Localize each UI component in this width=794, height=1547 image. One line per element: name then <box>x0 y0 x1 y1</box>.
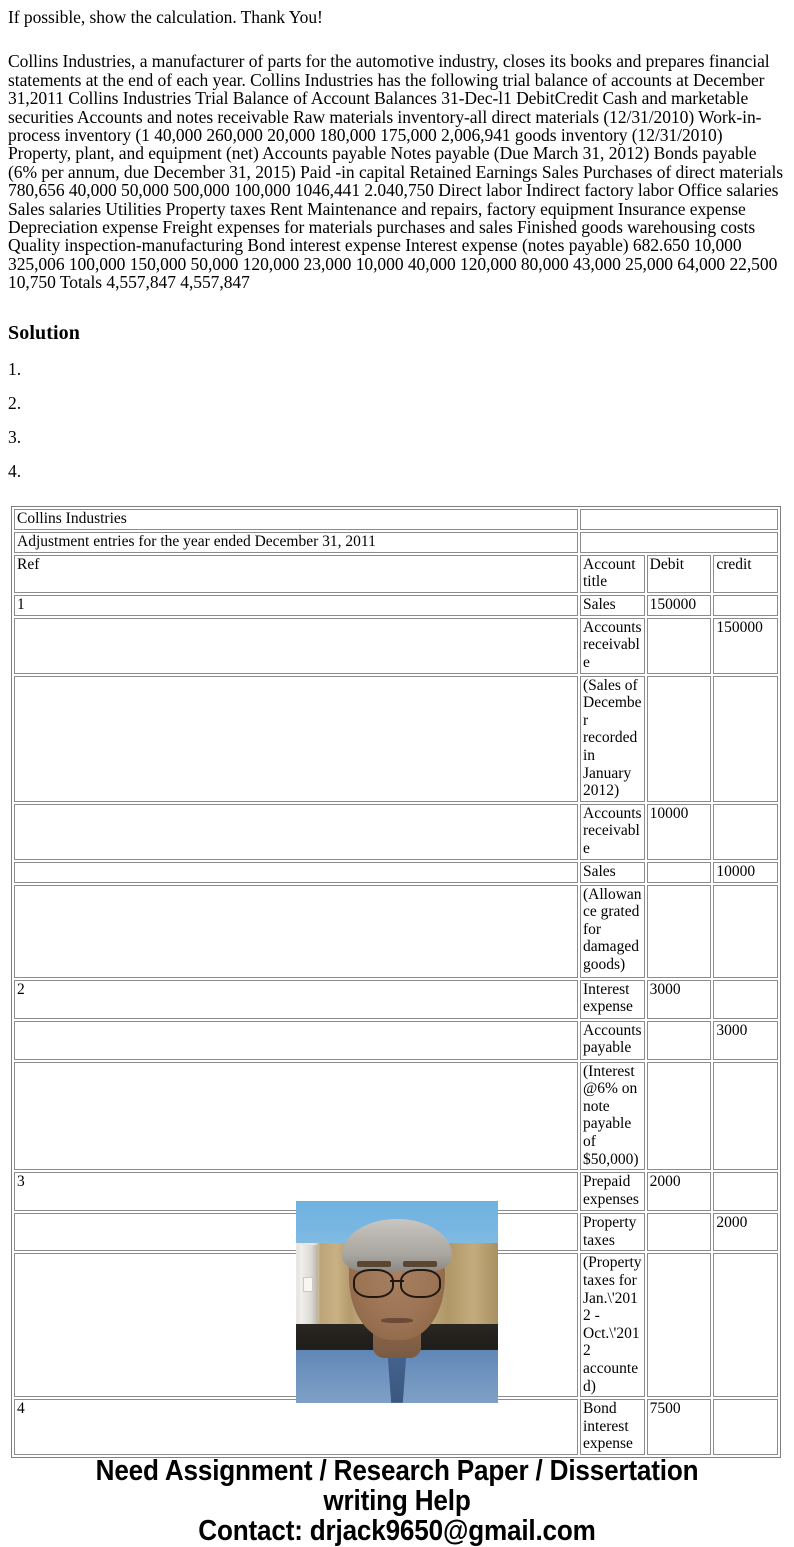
table-subtitle-cell: Adjustment entries for the year ended December 31, 2011 <box>14 532 578 553</box>
cell-debit: 150000 <box>647 595 712 616</box>
intro-line: If possible, show the calculation. Thank You! <box>8 7 323 27</box>
cell-debit: 3000 <box>647 980 712 1019</box>
cell-debit <box>647 1213 712 1251</box>
promo-footer <box>40 1456 755 1546</box>
cell-account: Accounts receivable <box>580 618 645 674</box>
cell-credit <box>713 885 778 978</box>
avatar <box>296 1201 498 1403</box>
table-row <box>14 1062 778 1171</box>
cell-credit: 10000 <box>713 862 778 883</box>
table-row <box>14 1021 778 1060</box>
list-item <box>8 394 794 428</box>
empty-span-cell <box>580 532 778 553</box>
glasses-icon <box>353 1269 442 1293</box>
column-header-ref: Ref <box>14 555 578 593</box>
cell-account: Sales <box>580 862 645 883</box>
cell-ref <box>14 676 578 802</box>
solution-steps-list <box>0 360 794 496</box>
column-header-account: Account title <box>580 555 645 593</box>
cell-account: Bond interest expense <box>580 1399 645 1455</box>
cell-account: (Interest @6% on note payable of $50,000) <box>580 1062 645 1171</box>
journal-entries-table-container <box>11 506 781 1453</box>
table-row-subtitle <box>14 532 778 553</box>
cell-credit <box>713 1172 778 1211</box>
problem-statement: Collins Industries, a manufacturer of parts for the automotive industry, closes its books and prepares financial statements at the end of each year. Collins Industries has the following trial balance of accounts at December 31,2011 Collins Industries Trial Balance of Account Balances 31-Dec-l1 DebitCredit Cash and marketable securities Accounts and notes receivable Raw materials inventory-all direct materials (12/31/2010) Work-in-process inventory (1 40,000 260,000 20,000 180,000 175,000 2,006,941 goods inventory (12/31/2010) Property, plant, and equipment (net) Accounts payable Notes payable (Due March 31, 2012) Bonds payable (6% per annum, due December 31, 2015) Paid -in capital Retained Earnings Sales Purchases of direct materials 780,656 40,000 50,000 500,000 100,000 1046,441 2.040,750 Direct labor Indirect factory labor Office salaries Sales salaries Utilities Property taxes Rent Maintenance and repairs, factory equipment Insurance expense Depreciation expense Freight expenses for materials purchases and sales Finished goods warehousing costs Quality inspection-manufacturing Bond interest expense Interest expense (notes payable) 682.650 10,000 325,006 100,000 150,000 50,000 120,000 23,000 10,000 40,000 120,000 80,000 43,000 25,000 64,000 22,500 10,750 Totals 4,557,847 4,557,847 <box>8 51 784 293</box>
avatar-eyebrow-right <box>403 1261 437 1266</box>
cell-credit: 2000 <box>713 1213 778 1251</box>
cell-ref <box>14 1062 578 1171</box>
table-row <box>14 676 778 802</box>
cell-ref <box>14 1021 578 1060</box>
cell-debit <box>647 618 712 674</box>
cell-account: Prepaid expenses <box>580 1172 645 1211</box>
table-row <box>14 862 778 883</box>
cell-debit: 7500 <box>647 1399 712 1455</box>
cell-account: Accounts receivable <box>580 804 645 860</box>
document-page <box>0 8 794 1546</box>
cell-debit <box>647 1021 712 1060</box>
avatar-eyebrow-left <box>357 1261 391 1266</box>
cell-ref <box>14 862 578 883</box>
promo-line-1: Need Assignment / Research Paper / Dissertation <box>95 1454 699 1487</box>
cell-credit <box>713 1062 778 1171</box>
cell-ref: 3 <box>14 1172 578 1211</box>
avatar-mouth <box>381 1318 413 1323</box>
cell-credit <box>713 676 778 802</box>
cell-account: Sales <box>580 595 645 616</box>
cell-account: Accounts payable <box>580 1021 645 1060</box>
avatar-glasses-bridge <box>390 1280 404 1282</box>
cell-account: Interest expense <box>580 980 645 1019</box>
cell-ref: 4 <box>14 1399 578 1455</box>
cell-credit: 3000 <box>713 1021 778 1060</box>
cell-credit <box>713 1253 778 1397</box>
column-header-credit: credit <box>713 555 778 593</box>
list-item <box>8 360 794 394</box>
cell-debit <box>647 1253 712 1397</box>
list-item <box>8 462 794 496</box>
avatar-light-switch <box>303 1277 313 1291</box>
cell-credit <box>713 804 778 860</box>
table-header-row <box>14 555 778 593</box>
solution-heading: Solution <box>8 321 80 344</box>
cell-debit <box>647 862 712 883</box>
cell-account: (Sales of December recorded in January 2012) <box>580 676 645 802</box>
cell-debit <box>647 676 712 802</box>
cell-credit: 150000 <box>713 618 778 674</box>
cell-ref <box>14 885 578 978</box>
avatar-shirt <box>296 1350 498 1403</box>
table-row <box>14 885 778 978</box>
company-name-cell: Collins Industries <box>14 509 578 530</box>
table-row <box>14 595 778 616</box>
column-header-debit: Debit <box>647 555 712 593</box>
cell-credit <box>713 595 778 616</box>
cell-ref <box>14 618 578 674</box>
avatar-lens-right <box>400 1269 441 1297</box>
list-item <box>8 428 794 462</box>
cell-ref <box>14 804 578 860</box>
cell-account: Property taxes <box>580 1213 645 1251</box>
table-row <box>14 1399 778 1455</box>
cell-account: (Allowance grated for damaged goods) <box>580 885 645 978</box>
cell-credit <box>713 1399 778 1455</box>
table-row <box>14 618 778 674</box>
cell-ref: 2 <box>14 980 578 1019</box>
avatar-lens-left <box>353 1269 394 1297</box>
table-row <box>14 804 778 860</box>
cell-account: (Property taxes for Jan.\'2012 - Oct.\'2012 accounted) <box>580 1253 645 1397</box>
promo-contact-line: Contact: drjack9650@gmail.com <box>198 1514 596 1547</box>
cell-debit: 2000 <box>647 1172 712 1211</box>
cell-debit: 10000 <box>647 804 712 860</box>
empty-span-cell <box>580 509 778 530</box>
cell-debit <box>647 885 712 978</box>
table-row <box>14 980 778 1019</box>
promo-line-2: writing Help <box>323 1484 471 1517</box>
prose-block <box>0 8 794 292</box>
cell-ref: 1 <box>14 595 578 616</box>
cell-debit <box>647 1062 712 1171</box>
cell-credit <box>713 980 778 1019</box>
table-row-company <box>14 509 778 530</box>
